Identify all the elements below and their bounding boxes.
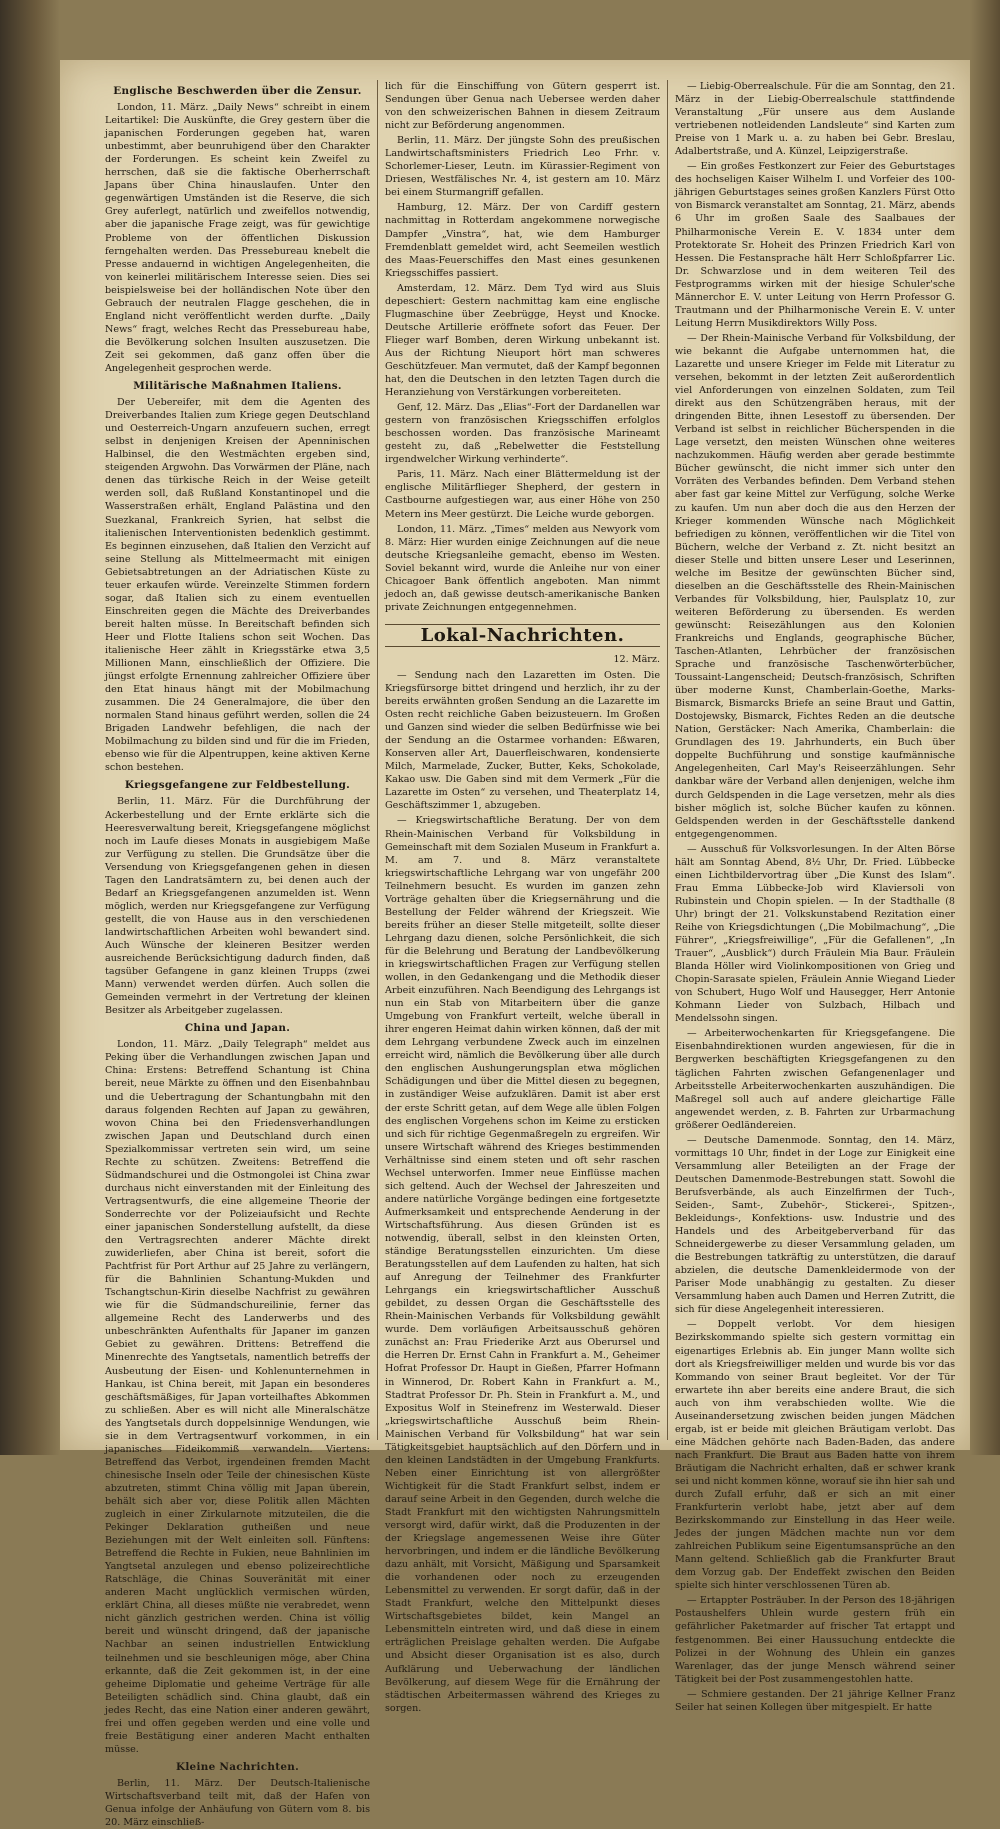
column-2 (385, 80, 660, 1714)
article-china-japan: London, 11. März. „Daily Telegraph“ meldet aus Peking über die Verhandlungen zwischen Japan und China: Erstens: Betreffend Schantung ist China bereit, neue Märkte zu öffnen und den Eisenbahnbau und die Uebertragung der Schantungbahn mit den daraus folgenden Rechten auf Japan zu gewähren, wovon China bei den Friedensverhandlungen zwischen Japan und Deutschland durch einen Spezialkommissar vertreten sein wird, um seine Rechte zu schützen. Zweitens: Betreffend die Südmandschurei und die Ostmongolei ist China zwar durchaus nicht einverstanden mit der Einleitung des Vertragsentwurfs, die eine allgemeine Theorie der Sonderrechte vor der Polizeiaufsicht und Rechte einer japanischen Sonderstellung aufstellt, da diese den Vertragsrechten anderer Mächte direkt zuwiderliefen, aber China ist bereit, sofort die Pachtfrist für Port Arthur auf 25 Jahre zu verlängern, für die Bahnlinien Schantung-Mukden und Tschangtschun-Kirin dieselbe Nachfrist zu gewähren wie für die Südmandschureilinie, ferner das allgemeine Recht des Landerwerbs und des unbeschränkten Aufenthalts für Japaner im ganzen Gebiet zu gewähren. Drittens: Betreffend die Minenrechte des Yangtsetals, namentlich betreffs der Ausbeutung der Eisen- und Kohlenunternehmen in Hankau, ist China bereit, mit Japan ein besonderes geschäftsmäßiges, für Japan vorteilhaftes Abkommen zu schließen. Aber es will nicht alle Mineralschätze des Yangtsetals durch doppelsinnige Wendungen, wie sie in dem Vertragsentwurf vorkommen, in ein japanisches Fideikommiß verwandeln. Viertens: Betreffend das Verbot, irgendeinen fremden Macht chinesische Inseln oder Teile der chinesischen Küste abzutreten, stimmt China völlig mit Japan überein, behält sich aber vor, diese Politik allen Mächten zugleich in einer Zirkularnote mitzuteilen, die die Pekinger Deklaration gutheißen und neue Beziehungen mit der Welt einleiten soll. Fünftens: Betreffend die Rechte in Fukien, neue Bahnlinien im Yangtsetal anzulegen und ebenso polizeirechtliche Ratschläge, die Chinas Souveränität mit einer anderen Macht unglücklich vermischen würden, erklärt China, all dieses müßte nie verabredet, wenn nicht gänzlich gestrichen werden. China ist völlig bereit und wünscht dringend, daß der japanische Nachbar an seinen industriellen Entwicklung teilnehmen und sie beschleunigen möge, aber China erkannte, daß die Zeit gekommen ist, in der eine geheime Diplomatie und geheime Verträge für alle Beteiligten schädlich sind. China glaubt, daß ein jedes Recht, das eine Nation einer anderen gewährt, frei und offen gegeben werden und eine volle und freie Bestätigung einer anderen Macht enthalten müsse. (105, 1039, 370, 1755)
column-1 (105, 80, 370, 1829)
article-kriegsgefangene: Berlin, 11. März. Für die Durchführung der Ackerbestellung und der Ernte erklärte sich die Heeresverwaltung bereit, Kriegsgefangene möglichst noch im Laufe dieses Monats in ausgiebigem Maße zur Verfügung zu stellen. Die Grundsätze über die Versendung von Kriegsgefangenen gehen in diesen Tagen den Landratsämtern zu, bei denen auch der Bedarf an Kriegsgefangenen anzumelden ist. Wenn möglich, werden nur Kriegsgefangene zur Verfügung gestellt, die von Hause aus in den verschiedenen landwirtschaftlichen Arbeiten wohl bewandert sind. Auch Wünsche der kleineren Besitzer werden ausreichende Berücksichtigung dadurch finden, daß tagsüber Gefangene in ganz kleinen Trupps (zwei Mann) verwendet werden dürfen. Auch sollen die Gemeinden vermehrt in der Vertretung der kleinen Besitzer als Arbeitgeber zugelassen. (105, 796, 370, 1017)
column-rule (377, 80, 378, 1440)
article-beratung: — Kriegswirtschaftliche Beratung. Der von dem Rhein-Mainischen Verband für Volksbildung in Gemeinschaft mit dem Sozialen Museum in Frankfurt a. M. am 7. und 8. März veranstaltete kriegswirtschaftliche Lehrgang war von ungefähr 200 Teilnehmern besucht. Es wurden im ganzen zehn Vorträge gehalten über die Kriegsernährung und die Bestellung der Felder während der Kriegszeit. Wie bereits früher an dieser Stelle mitgeteilt, sollte dieser Lehrgang dazu dienen, solche Persönlichkeit, die sich für die Belehrung und Beratung der Landbevölkerung in kriegswirtschaftlichen Fragen zur Verfügung stellen wollen, in den Gedankengang und die Methodik dieser Arbeit einzuführen. Nach Beendigung des Lehrgangs ist nun ein Stab von Mitarbeitern über die ganze Umgebung von Frankfurt verteilt, welche überall in ihrer engeren Heimat dahin wirken können, daß der mit dem Lehrgang verbundene Zweck auch im einzelnen erreicht wird, nämlich die Bevölkerung über alle durch den englischen Aushungerungsplan etwa möglichen Schädigungen und über die Mittel diesen zu begegnen, in zuständiger Weise aufzuklären. Damit ist aber erst der erste Schritt getan, auf dem Wege alle üblen Folgen des englischen Vorgehens schon im Keime zu ersticken und sich für richtige Gegenmaßregeln zu ergreifen. Wir unsere Wirtschaft während des Krieges bestimmenden Verhältnisse sind einem steten und oft sehr raschen Wechsel unterworfen. Immer neue Einflüsse machen sich geltend. Auch der Wechsel der Jahreszeiten und andere natürliche Vorgänge bedingen eine fortgesetzte Aufmerksamkeit und entsprechende Aenderung in der Wirtschaftsführung. Aus diesen Gründen ist es notwendig, überall, selbst in den kleinsten Orten, ständige Beratungsstellen einzurichten. Um diese Beratungsstellen auf dem Laufenden zu halten, hat sich auf Anregung der Teilnehmer des Frankfurter Lehrgangs ein kriegswirtschaftlicher Ausschuß gebildet, zu dessen Organ die Geschäftsstelle des Rhein-Mainischen Verbands für Volksbildung gewählt wurde. Dem vorläufigen Arbeitsausschuß gehören zunächst an: Frau Friederike Arzt aus Oberursel und die Herren Dr. Ernst Cahn in Frankfurt a. M., Geheimer Hofrat Professor Dr. Haupt in Gießen, Pfarrer Hofmann in Winnerod, Dr. Robert Kahn in Frankfurt a. M., Stadtrat Professor Dr. Ph. Stein in Frankfurt a. M., und Expositus Wolf in Steinefrenz im Westerwald. Dieser „kriegswirtschaftliche Ausschuß beim Rhein-Mainischen Verband für Volksbildung“ hat war sein Tätigkeitsgebiet hauptsächlich auf den Dörfern und in den kleinen Landstädten in der Umgebung Frankfurts. Neben einer Einrichtung ist von allergrößter Wichtigkeit für die Stadt Frankfurt selbst, indem er darauf seine Arbeit in den Gegenden, durch welche die Stadt Frankfurt mit den wichtigsten Nahrungsmitteln versorgt wird, dafür wirkt, daß die Produzenten in der der Kriegslage angemessenen Weise ihre Güter hervorbringen, und indem er die ländliche Bevölkerung dazu anhält, mit Vorsicht, Mäßigung und Sparsamkeit die vorhandenen oder noch zu erzeugenden Lebensmittel zu verwenden. Er sorgt dafür, daß in der Stadt Frankfurt, welche den Mittelpunkt dieses Wirtschaftsgebietes bildet, kein Mangel an Lebensmitteln eintreten wird, und daß diese in einem erträglichen Preislage gehalten werden. Die Aufgabe und Absicht dieser Organisation ist es also, durch Aufklärung und Ueberwachung der ländlichen Bevölkerung, auf diesem Wege für die Ernährung der städtischen Arbeitermassen während des Krieges zu sorgen. (385, 815, 660, 1714)
article-postraeuber: — Ertappter Posträuber. In der Person des 18-jährigen Postaushelfers Uhlein wurde gestern früh ein gefährlicher Paketmarder auf frischer Tat ertappt und festgenommen. Bei einer Haussuchung entdeckte die Polizei in der Wohnung des Uhlein ein ganzes Warenlager, das der junge Mensch während seiner Tätigkeit bei der Post zusammengestohlen hatte. (675, 1595, 955, 1685)
column-rule (667, 80, 668, 1440)
article-london: London, 11. März. „Times“ melden aus Newyork vom 8. März: Hier wurden einige Zeichnungen auf die neue deutsche Kriegsanleihe gemacht, ebenso im Westen. Soviel bekannt wird, wurde die Anleihe nur von einer Chicagoer Bank öffentlich angeboten. Man nimmt jedoch an, daß gewisse deutsch-amerikanische Banken private Zeichnungen entgegennehmen. (385, 523, 660, 613)
article-schmiere: — Schmiere gestanden. Der 21 jährige Kellner Franz Seiler hat seinen Kollegen über mitgespielt. Er hatte (675, 1688, 955, 1713)
article-genf: Genf, 12. März. Das „Elias“-Fort der Dardanellen war gestern von französischen Kriegsschiffen erfolglos beschossen worden. Das französische Marineamt gesteht zu, daß „Rebelwetter die Feststellung irgendwelcher Wirkung verhinderte“. (385, 402, 660, 466)
article-hamburg: Hamburg, 12. März. Der von Cardiff gestern nachmittag in Rotterdam angekommene norwegische Dampfer „Vinstra“, hat, wie dem Hamburger Fremdenblatt gemeldet wird, acht Seemeilen westlich des Maas-Feuerschiffes den Mast eines gesunkenen Kriegsschiffes passiert. (385, 202, 660, 279)
article-paris: Paris, 11. März. Nach einer Blättermeldung ist der englische Militärflieger Shepherd, der gestern in Castbourne aufgestiegen war, aus einer Höhe von 250 Metern ins Meer gestürzt. Die Leiche wurde geborgen. (385, 469, 660, 520)
headline-italien: Militärische Maßnahmen Italiens. (133, 380, 342, 393)
book-spine (0, 0, 60, 1455)
article-damenmode: — Deutsche Damenmode. Sonntag, den 14. März, vormittags 10 Uhr, findet in der Loge zur Einigkeit eine Versammlung aller Beteiligten an der Frage der Deutschen Damenmode-Bestrebungen statt. Sowohl die Berufsverbände, als auch Einzelfirmen der Tuch-, Seiden-, Samt-, Zubehör-, Stickerei-, Spitzen-, Bekleidungs-, Konfektions- usw. Industrie und des Handels und des Arbeitgeberverband für das Schneidergewerbe zu dieser Versammlung geladen, um die Bestrebungen tatkräftig zu unterstützen, die darauf abzielen, die deutsche Damenkleidermode von der Pariser Mode unabhängig zu gestalten. Zu dieser Versammlung haben auch Damen und Herren Zutritt, die sich für diese Angelegenheit interessieren. (675, 1134, 955, 1316)
article-vorlesungen: — Ausschuß für Volksvorlesungen. In der Alten Börse hält am Sonntag Abend, 8½ Uhr, Dr. Fried. Lübbecke einen Lichtbildervortrag über „Die Kunst des Islam“. Frau Emma Lübbecke-Job wird Klaviersoli von Rubinstein und Chopin spielen. — In der Stadthalle (8 Uhr) bringt der 21. Volkskunstabend Rezitation einer Reihe von Kriegsdichtungen („Die Mobilmachung“, „Die Führer“, „Kriegsfreiwillige“, „Für die Gefallenen“, „In Trauer“, „Ausblick“) durch Fräulein Mia Baur. Fräulein Blanda Höller wird Violinkompositionen von Grieg und Chopin-Sarasate spielen, Fräulein Annie Wiegand Lieder von Schubert, Hugo Wolf und Hausegger, Herr Antonie Kohmann Lieder von Sulzbach, Hilbach und Mendelssohn singen. (675, 843, 955, 1025)
article-italien: Der Uebereifer, mit dem die Agenten des Dreiverbandes Italien zum Kriege gegen Deutschland und Oesterreich-Ungarn anzufeuern suchen, erregt selbst in denjenigen Kreisen der Apenninischen Halbinsel, die den Westmächten ergeben sind, steigenden Argwohn. Das Vorwärmen der Pläne, nach denen das türkische Reich in der Weise geteilt werden soll, daß Rußland Konstantinopel und die Wasserstraßen erhält, England Palästina und den Suezkanal, Frankreich Syrien, hat selbst die italienischen Interventionisten bedenklich gestimmt. Es beginnen einzusehen, daß Italien den Verzicht auf seine Stellung als Mittelmeermacht mit einigen Gebietsabtretungen an der Adriatischen Küste zu teuer erkaufen würde. Vereinzelte Stimmen fordern sogar, daß Italien sich zu einem eventuellen Einschreiten gegen die Mächte des Dreiverbandes bereit halten müsse. In Bereitschaft befinden sich Heer und Flotte Italiens schon seit Wochen. Das italienische Heer zählt in Kriegsstärke etwa 3,5 Millionen Mann, einschließlich der Offiziere. Die jüngst erfolgte Ernennung zahlreicher Offiziere über den Etat hinaus hängt mit der Mobilmachung zusammen. Die 24 Generalmajore, die über den normalen Stand hinaus geführt werden, sollen die 24 Brigaden Landwehr befehligen, die nach der Mobilmachung zu bilden sind und für die im Frieden, ebenso wie für die Alpentruppen, keine aktiven Kerne schon bestehen. (105, 397, 370, 774)
section-title-lokal: Lokal-Nachrichten. (385, 624, 660, 647)
article-volksbildung: — Der Rhein-Mainische Verband für Volksbildung, der wie bekannt die Aufgabe unternommen hat, die Lazarette und unsere Krieger im Felde mit Literatur zu versehen, bekommt in der letzten Zeit außerordentlich viel Anforderungen von einzelnen Soldaten, zum Teil direkt aus den Schützengräben heraus, mit der dringenden Bitte, ihnen Lesestoff zu übersenden. Der Verband ist selbst in reichlicher Bücherspenden in die Lage versetzt, den meisten Wünschen ohne weiteres nachzukommen. Häufig werden aber gerade bestimmte Bücher gewünscht, die nicht immer sich unter den Vorräten des Verbandes befinden. Dem Verband stehen aber fast gar keine Mittel zur Verfügung, solche Werke zu kaufen. Um nun aber doch die aus den Herzen der Krieger kommenden Wünsche nach Möglichkeit befriedigen zu können, veröffentlichen wir die Titel von Büchern, welche der Verband z. Zt. nicht besitzt an dieser Stelle und bitten unsere Leser und Leserinnen, welche im Besitze der gewünschten Bücher sind, dieselben an die Geschäftsstelle des Rhein-Mainischen Verbandes für Volksbildung, hier, Paulsplatz 10, zur weiteren Beförderung zu übersenden. Es werden gewünscht: Reisezählungen aus den Kolonien Frankreichs und Englands, geographische Bücher, Taschen-Atlanten, Lehrbücher der französischen Sprache und französische Taschenwörterbücher, Toussaint-Langenscheid; Deutsch-französisch, Schriften über moderne Kunst, Chamberlain-Goethe, Marks-Bismarck, Bismarcks Briefe an seine Braut und Gattin, Dostojewsky, Bismarck, Fichtes Reden an die deutsche Nation, Gerstäcker: Nach Amerika, Chamberlain: die Grundlagen des 19. Jahrhunderts, ein Buch über doppelte Buchführung und sonstige kaufmännische Angelegenheiten, Carl May's Reiseerzählungen. Sehr dankbar wäre der Verband allen denjenigen, welche ihm durch Geldspenden in die Lage versetzen, mehr als dies bisher möglich ist, solche Bücher kaufen zu können. Geldspenden werden in der Geschäftsstelle dankend entgegengenommen. (675, 332, 955, 840)
article-amsterdam: Amsterdam, 12. März. Dem Tyd wird aus Sluis depeschiert: Gestern nachmittag kam eine englische Flugmaschine über Zeebrügge, Heyst und Knocke. Deutsche Artillerie eröffnete sofort das Feuer. Der Flieger warf Bomben, deren Wirkung unbekannt ist. Aus der Richtung Nieuport hört man schweres Geschützfeuer. Man vermutet, daß der Kampf begonnen hat, den die Deutschen in den letzten Tagen durch die Heranziehung von Verstärkungen vorbereiteten. (385, 282, 660, 399)
article-verlobt: — Doppelt verlobt. Vor dem hiesigen Bezirkskommando spielte sich gestern vormittag ein eigenartiges Erlebnis ab. Ein junger Mann wollte sich dort als Kriegsfreiwilliger melden und wurde bis vor das Kommando von seiner Braut begleitet. Vor der Tür erwartete ihn aber bereits eine andere Braut, die sich auch von ihm verabschieden wollte. Wie die Auseinandersetzung zwischen beiden jungen Mädchen ergab, ist er beide mit gleichen Bräutigam verlobt. Das eine Mädchen gehörte nach Baden-Baden, das andere nach Frankfurt. Die Braut aus Baden hatte von ihrem Bräutigam die Nachricht erhalten, daß er schwer krank sei und nicht kommen könne, worauf sie ihn hier sah und durch Zufall erfuhr, daß er sich an mit einer Frankfurterin verlobt habe, jetzt aber auf dem Bezirkskommando zur Einstellung in das Heer weile. Jedes der jungen Mädchen machte nun vor dem zahlreichen Publikum seine Eigentumsansprüche an den Mann geltend. Schließlich gab die Frankfurter Braut dem Vorzug gab. Der Endeffekt zwischen den Beiden spielte sich hinter verschlossenen Türen ab. (675, 1319, 955, 1592)
article-festkonzert: — Ein großes Festkonzert zur Feier des Geburtstages des hochseligen Kaiser Wilhelm I. und Vorfeier des 100-jährigen Geburtstages seines großen Kanzlers Fürst Otto von Bismarck veranstaltet am Sonntag, 21. März, abends 6 Uhr im großen Saale des Saalbaues der Philharmonische Verein E. V. 1834 unter dem Protektorate Sr. Hoheit des Prinzen Friedrich Karl von Hessen. Die Festansprache hält Herr Schloßpfarrer Lic. Dr. Schwarzlose und in dem weiteren Teil des Festprogramms wirken mit der hiesige Schuler'sche Männerchor E. V. unter Leitung von Herrn Professor G. Trautmann und der Philharmonische Verein E. V. unter Leitung Herrn Musikdirektors Willy Poss. (675, 161, 955, 329)
headline-zensur: Englische Beschwerden über die Zensur. (113, 85, 362, 97)
article-sohn: Berlin, 11. März. Der jüngste Sohn des preußischen Landwirtschaftsministers Friedrich Leo Frhr. v. Schorlemer-Lieser, Leutn. im Kürassier-Regiment von Driesen, Westfälisches Nr. 4, ist gestern am 10. März bei einem Sturmangriff gefallen. (385, 135, 660, 199)
article-zensur: London, 11. März. „Daily News“ schreibt in einem Leitartikel: Die Auskünfte, die Grey gestern über die japanischen Forderungen gegeben hat, waren unbestimmt, aber beunruhigend über den Charakter der Forderungen. Es scheint kein Zweifel zu herrschen, daß sie die faktische Oberherrschaft Japans über China hinauslaufen. Unter den gegenwärtigen Umständen ist die Reserve, die sich Grey auferlegt, natürlich und zweifellos notwendig, aber die japanische Frage zeigt, was für gewichtige Probleme von der öffentlichen Diskussion ferngehalten werden. Das Pressebureau knebelt die Presse andauernd in wichtigen Angelegenheiten, die von keinerlei militärischem Interesse seien. Dies sei beispielsweise bei der holländischen Note über den Gebrauch der neutralen Flagge geschehen, die in England nicht veröffentlicht werden durfte. „Daily News“ fragt, welches Recht das Pressebureau habe, die Bevölkerung solchen Insulten auszusetzen. Die Zeit sei gekommen, daß ganz offen über die Angelegenheit gesprochen werde. (105, 102, 370, 374)
headline-kriegsgefangene: Kriegsgefangene zur Feldbestellung. (124, 779, 351, 792)
section-date: 12. März. (613, 653, 660, 665)
column-3 (675, 80, 955, 1713)
headline-kleine-nachrichten: Kleine Nachrichten. (175, 1760, 299, 1773)
newspaper-page (60, 60, 970, 1829)
article-arbeiterwochenkarten: — Arbeiterwochenkarten für Kriegsgefangene. Die Eisenbahndirektionen wurden angewiesen, für die in Bergwerken beschäftigten Kriegsgefangenen zu den täglichen Fahrten zwischen Gefangenenlager und Arbeitsstelle Arbeiterwochenkarten auszuhändigen. Die Maßregel soll auch auf andere gleichartige Fälle angewendet werden, z. B. Fahrten zur Urbarmachung größerer Oedländereien. (675, 1028, 955, 1131)
article-lazarette: — Sendung nach den Lazaretten im Osten. Die Kriegsfürsorge bittet dringend und herzlich, ihr zu der bereits erwähnten großen Sendung an die Lazarette im Osten recht reichliche Gaben beizusteuern. Im Großen und Ganzen sind wieder die selben Bedürfnisse wie bei der Sendung an die Ostarmee vorhanden: Eßwaren, Konserven aller Art, Dauerfleischwaren, kondensierte Milch, Marmelade, Zucker, Butter, Keks, Schokolade, Kakao usw. Die Gaben sind mit dem Vermerk „Für die Lazarette im Osten“ zu versehen, und Theaterplatz 14, Geschäftszimmer 1, abzugeben. (385, 669, 660, 812)
headline-china-japan: China und Japan. (184, 1022, 291, 1035)
article-kleine-nachrichten: Berlin, 11. März. Der Deutsch-Italienische Wirtschaftsverband teilt mit, daß der Hafen von Genua infolge der Anhäufung von Gütern vom 8. bis 20. März einschließ- (105, 1777, 370, 1829)
page-edge (970, 0, 1000, 1455)
article-genua: lich für die Einschiffung von Gütern gesperrt ist. Sendungen über Genua nach Uebersee werden daher von den schweizerischen Bahnen in diesem Zeitraum nicht zur Beförderung angenommen. (385, 81, 660, 132)
article-liebig: — Liebig-Oberrealschule. Für die am Sonntag, den 21. März in der Liebig-Oberrealschule stattfindende Veranstaltung „Für unsere aus dem Auslande vertriebenen notleidenden Landsleute“ sind Karten zum Preise von 1 Mark u. a. zu haben bei Gebr. Breslau, Adalbertstraße, und A. Künzel, Leipzigerstraße. (675, 81, 955, 158)
